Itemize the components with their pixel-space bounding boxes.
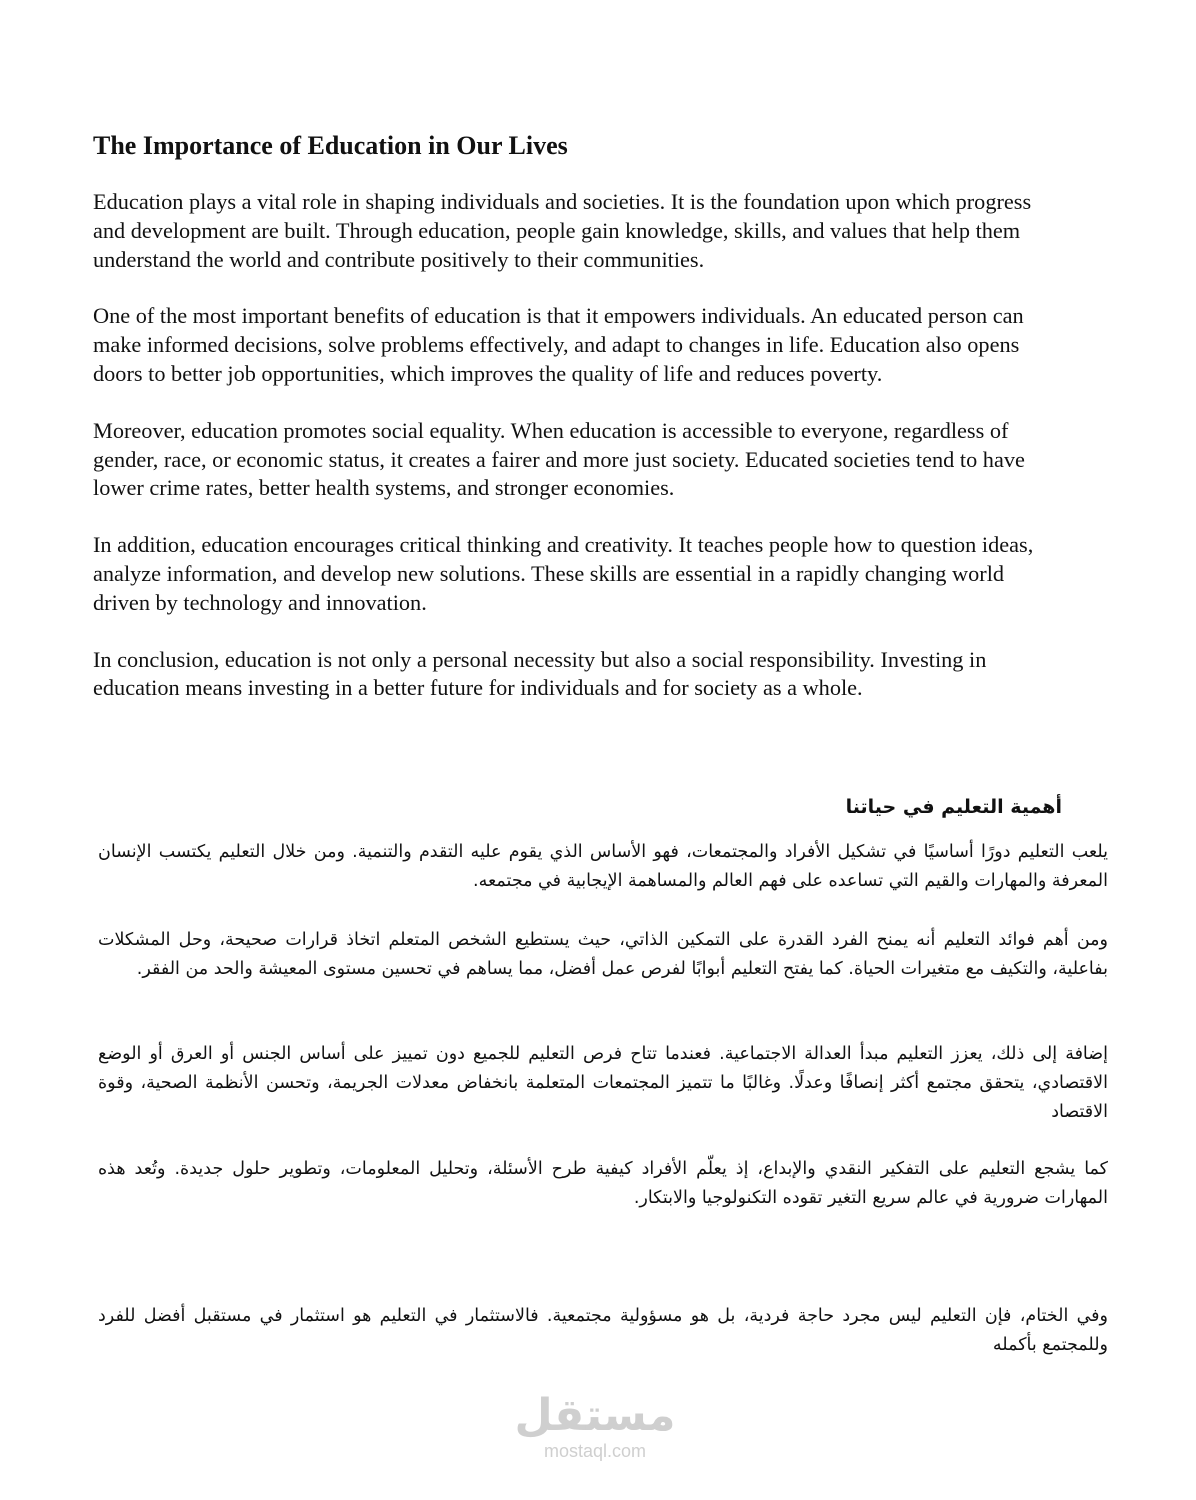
english-paragraph-5: In conclusion, education is not only a personal necessity but also a social responsibility. Investing in education means investing in a better future for individuals and for society as a whole. [93,646,987,701]
arabic-paragraph-2: ومن أهم فوائد التعليم أنه يمنح الفرد القدرة على التمكين الذاتي، حيث يستطيع الشخص المتعلم اتخاذ قرارات صحيحة، وحل المشكلات بفاعلية، والتكيف مع متغيرات الحياة. كما يفتح التعليم أبوابًا لفرص عمل أفضل، مما يساهم في تحسين مستوى المعيشة والحد من الفقر. [98,930,1108,979]
english-title: The Importance of Education in Our Lives [93,131,568,160]
mostaql-watermark [510,1392,680,1462]
english-paragraph-4: In addition, education encourages critical thinking and creativity. It teaches people how to question ideas, analyze information, and develop new solutions. These skills are essential in a rapidly changing world driven by technology and innovation. [93,532,1034,615]
english-paragraph-3: Moreover, education promotes social equality. When education is accessible to everyone, regardless of gender, race, or economic status, it creates a fairer and more just society. Educated societies tend to have lower crime rates, better health systems, and stronger economies. [93,417,1025,501]
english-section [93,126,1058,731]
arabic-paragraph-4: كما يشجع التعليم على التفكير النقدي والإبداع، إذ يعلّم الأفراد كيفية طرح الأسئلة، وتحليل المعلومات، وتطوير حلول جديدة. وتُعد هذه المهارات ضرورية في عالم سريع التغير تقوده التكنولوجيا والابتكار. [98,1159,1108,1208]
watermark-url: mostaql.com [543,1441,647,1461]
arabic-paragraph-3: إضافة إلى ذلك، يعزز التعليم مبدأ العدالة الاجتماعية. فعندما تتاح فرص التعليم للجميع دون تمييز على أساس الجنس أو العرق أو الوضع الاقتصادي، يتحقق مجتمع أكثر إنصافًا وعدلًا. وغالبًا ما تتميز المجتمعات المتعلمة بانخفاض معدلات الجريمة، وتحسن الأنظمة الصحية، وقوة الاقتصاد [98,1044,1108,1122]
watermark-logo: مستقل [514,1390,676,1441]
english-paragraph-1: Education plays a vital role in shaping individuals and societies. It is the foundation upon which progress and development are built. Through education, people gain knowledge, skills, and values that help them understand the world and contribute positively to their communities. [93,189,1032,272]
english-paragraph-2: One of the most important benefits of education is that it empowers individuals. An educated person can make informed decisions, solve problems effectively, and adapt to changes in life. Education also opens doors to better job opportunities, which improves the quality of life and reduces poverty. [93,303,1024,386]
arabic-title: أهمية التعليم في حياتنا [845,796,1062,818]
arabic-paragraph-1: يلعب التعليم دورًا أساسيًا في تشكيل الأفراد والمجتمعات، فهو الأساس الذي يقوم عليه التقدم والتنمية. ومن خلال التعليم يكتسب الإنسان المعرفة والمهارات والقيم التي تساعده على فهم العالم والمساهمة الإيجابية في مجتمعه. [98,842,1108,891]
arabic-paragraph-5: وفي الختام، فإن التعليم ليس مجرد حاجة فردية، بل هو مسؤولية مجتمعية. فالاستثمار في التعليم هو استثمار في مستقبل أفضل للفرد وللمجتمع بأكمله [98,1306,1108,1355]
